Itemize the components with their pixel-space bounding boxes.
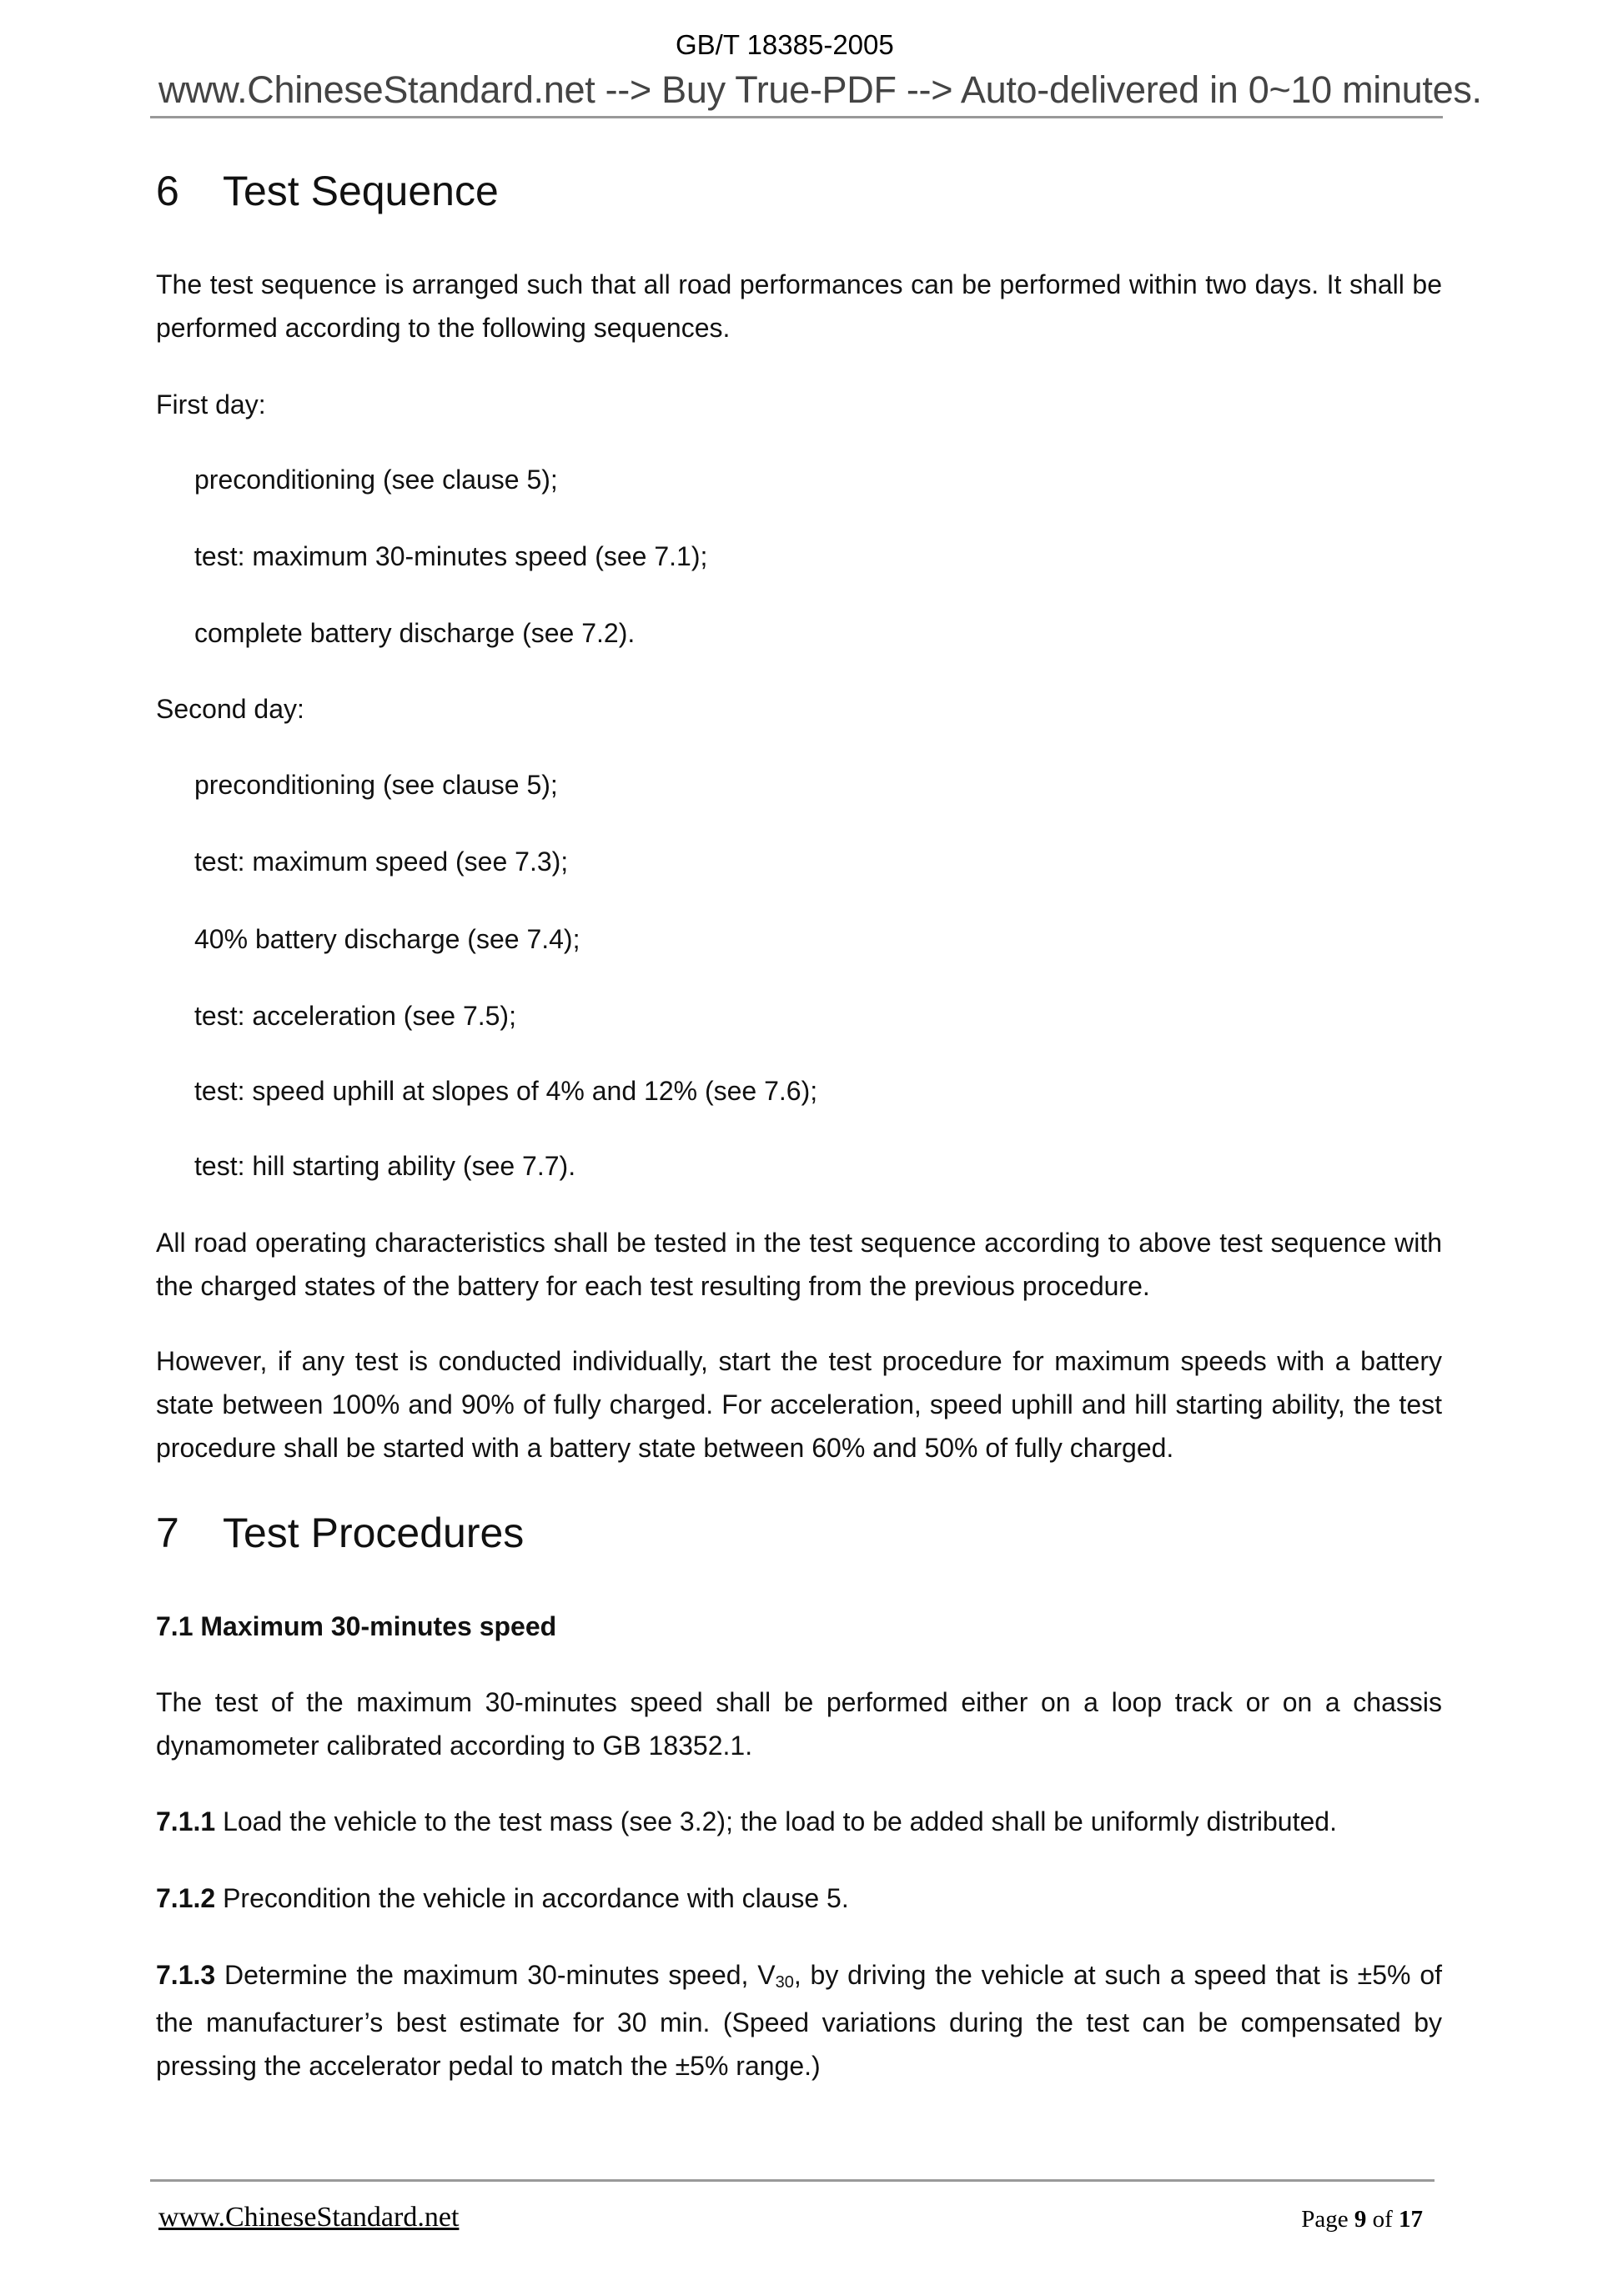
list-item: test: speed uphill at slopes of 4% and 12% (see 7.6);	[194, 1076, 818, 1106]
section-title: Test Sequence	[223, 168, 499, 214]
clause-number: 7.1.3	[156, 1960, 216, 1990]
footer-site-link[interactable]: www.ChineseStandard.net	[158, 2202, 460, 2233]
header-divider	[150, 116, 1443, 118]
clause-text: Load the vehicle to the test mass (see 3.2); the load to be added shall be uniformly distributed.	[215, 1806, 1337, 1836]
standard-number: GB/T 18385-2005	[676, 29, 894, 60]
first-day-label: First day:	[156, 389, 266, 420]
clause-7-1-2	[156, 1876, 1442, 1920]
clause-7-1-1	[156, 1800, 1442, 1843]
section-6-heading	[156, 167, 499, 215]
list-item: 40% battery discharge (see 7.4);	[194, 924, 580, 954]
list-item: complete battery discharge (see 7.2).	[194, 618, 636, 648]
section-number: 7	[156, 1510, 179, 1556]
page-number: 9	[1354, 2206, 1367, 2233]
subscript: 30	[775, 1973, 794, 1992]
header-banner: www.ChineseStandard.net --> Buy True-PDF --> Auto-delivered in 0~10 minutes.	[158, 68, 1482, 111]
clause-text: Precondition the vehicle in accordance with clause 5.	[215, 1883, 849, 1913]
list-item: preconditioning (see clause 5);	[194, 465, 558, 495]
of-label: of	[1372, 2206, 1393, 2233]
page-total: 17	[1399, 2206, 1423, 2233]
paragraph: The test of the maximum 30-minutes speed shall be performed either on a loop track or on a chassis dynamometer calibrated according to GB 18352.1.	[156, 1687, 1442, 1761]
page-label: Page	[1301, 2206, 1349, 2233]
list-item: test: maximum speed (see 7.3);	[194, 847, 569, 877]
list-item: test: maximum 30-minutes speed (see 7.1);	[194, 541, 708, 571]
list-item: test: hill starting ability (see 7.7).	[194, 1151, 576, 1181]
list-item: preconditioning (see clause 5);	[194, 770, 558, 800]
second-day-label: Second day:	[156, 694, 304, 724]
clause-number: 7.1.2	[156, 1883, 216, 1913]
page-indicator	[1301, 2206, 1423, 2233]
clause-number: 7.1.1	[156, 1806, 216, 1836]
section-title: Test Procedures	[223, 1510, 525, 1556]
clause-7-1-3	[156, 1953, 1442, 2088]
section-7-heading	[156, 1509, 524, 1557]
section-6-intro: The test sequence is arranged such that all road performances can be performed within two days. It shall be performed according to the following sequences.	[156, 269, 1442, 343]
subsection-7-1-heading: 7.1 Maximum 30-minutes speed	[156, 1611, 557, 1641]
clause-text: Determine the maximum 30-minutes speed, V	[215, 1960, 776, 1990]
paragraph: However, if any test is conducted individually, start the test procedure for maximum speeds with a battery state between 100% and 90% of fully charged. For acceleration, speed uphill and hill starting ability, the test procedure shall be started with a battery state between 60% and 50% of fully charged.	[156, 1346, 1442, 1463]
section-number: 6	[156, 168, 179, 214]
list-item: test: acceleration (see 7.5);	[194, 1001, 516, 1031]
clause-text: , by driving the vehicle at such a speed that is ±5% of the manufacturer’s best estimate for 30 min. (Speed variations during the test can be compensated by pressing the accelerator pedal to match the ±5% range.)	[156, 1960, 1443, 2081]
footer-divider	[150, 2179, 1435, 2182]
paragraph: All road operating characteristics shall be tested in the test sequence according to above test sequence with the charged states of the battery for each test resulting from the previous procedure.	[156, 1228, 1442, 1301]
